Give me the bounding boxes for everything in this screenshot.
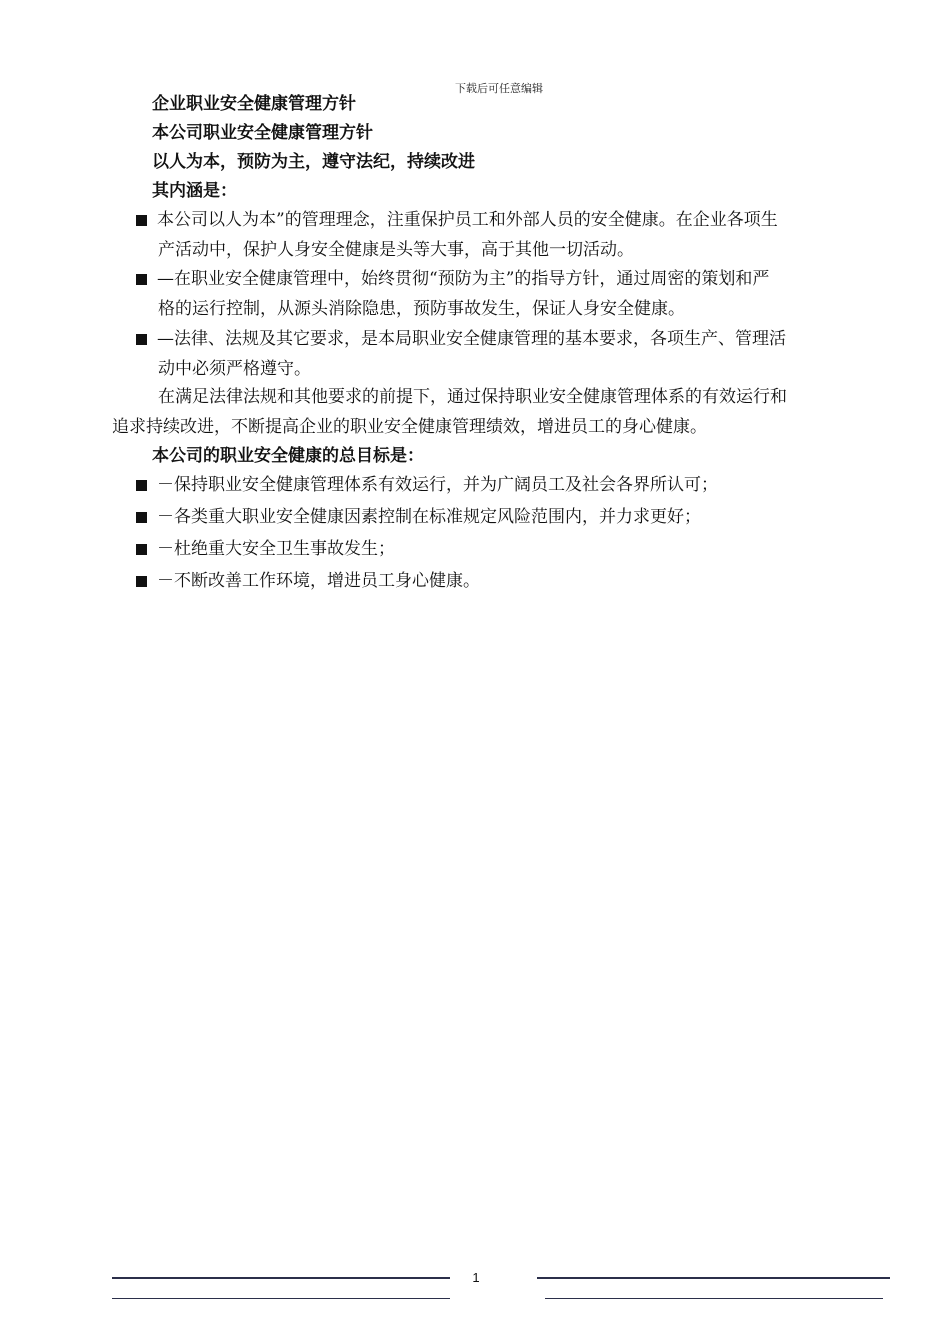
- goal-bullet-text: －不断改善工作环境，增进员工身心健康。: [157, 571, 480, 591]
- policy-bullet-line: 产活动中，保护人身安全健康是头等大事，高于其他一切活动。: [158, 240, 634, 260]
- square-bullet-icon: [136, 215, 147, 226]
- policy-bullet-line: 本公司以人为本”的管理理念，注重保护员工和外部人员的安全健康。在企业各项生: [157, 210, 778, 230]
- policy-bullet: [136, 268, 882, 320]
- policy-bullet: [136, 209, 882, 261]
- page-number: 1: [472, 1270, 480, 1285]
- footer-underline-right: [545, 1298, 883, 1299]
- policy-title: 本公司职业安全健康管理方针: [152, 123, 373, 143]
- square-bullet-icon: [136, 274, 147, 285]
- main-title: 企业职业安全健康管理方针: [152, 94, 356, 114]
- footer-rule-right: [537, 1277, 890, 1279]
- goal-bullet: [136, 570, 882, 592]
- policy-bullet-line: 动中必须严格遵守。: [158, 359, 311, 379]
- goal-bullet-text: －保持职业安全健康管理体系有效运行，并为广阔员工及社会各界所认可；: [157, 475, 718, 495]
- goals-heading: 本公司的职业安全健康的总目标是：: [152, 446, 424, 466]
- square-bullet-icon: [136, 512, 147, 523]
- policy-bullet: [136, 328, 882, 380]
- goal-bullet-text: －各类重大职业安全健康因素控制在标准规定风险范围内，并力求更好；: [157, 507, 701, 527]
- paragraph-line: 在满足法律法规和其他要求的前提下，通过保持职业安全健康管理体系的有效运行和: [158, 387, 787, 407]
- square-bullet-icon: [136, 480, 147, 491]
- square-bullet-icon: [136, 544, 147, 555]
- policy-bullet-line: 格的运行控制，从源头消除隐患，预防事故发生，保证人身安全健康。: [158, 299, 685, 319]
- paragraph-line: 追求持续改进，不断提高企业的职业安全健康管理绩效，增进员工的身心健康。: [112, 417, 707, 437]
- policy-bullet-line: —在职业安全健康管理中，始终贯彻“预防为主”的指导方针，通过周密的策划和严: [157, 269, 770, 289]
- policy-bullet-line: —法律、法规及其它要求，是本局职业安全健康管理的基本要求，各项生产、管理活: [157, 329, 786, 349]
- goal-bullet-text: －杜绝重大安全卫生事故发生；: [157, 539, 395, 559]
- footer-rule-left: [112, 1277, 450, 1279]
- goal-bullet: [136, 506, 882, 528]
- connotation-heading: 其内涵是：: [152, 181, 237, 201]
- goal-bullet: [136, 538, 882, 560]
- square-bullet-icon: [136, 576, 147, 587]
- square-bullet-icon: [136, 334, 147, 345]
- goal-bullet: [136, 474, 882, 496]
- footer-underline-left: [112, 1298, 450, 1299]
- header-note: 下载后可任意编辑: [455, 82, 543, 95]
- policy-slogan: 以人为本，预防为主，遵守法纪，持续改进: [152, 152, 475, 172]
